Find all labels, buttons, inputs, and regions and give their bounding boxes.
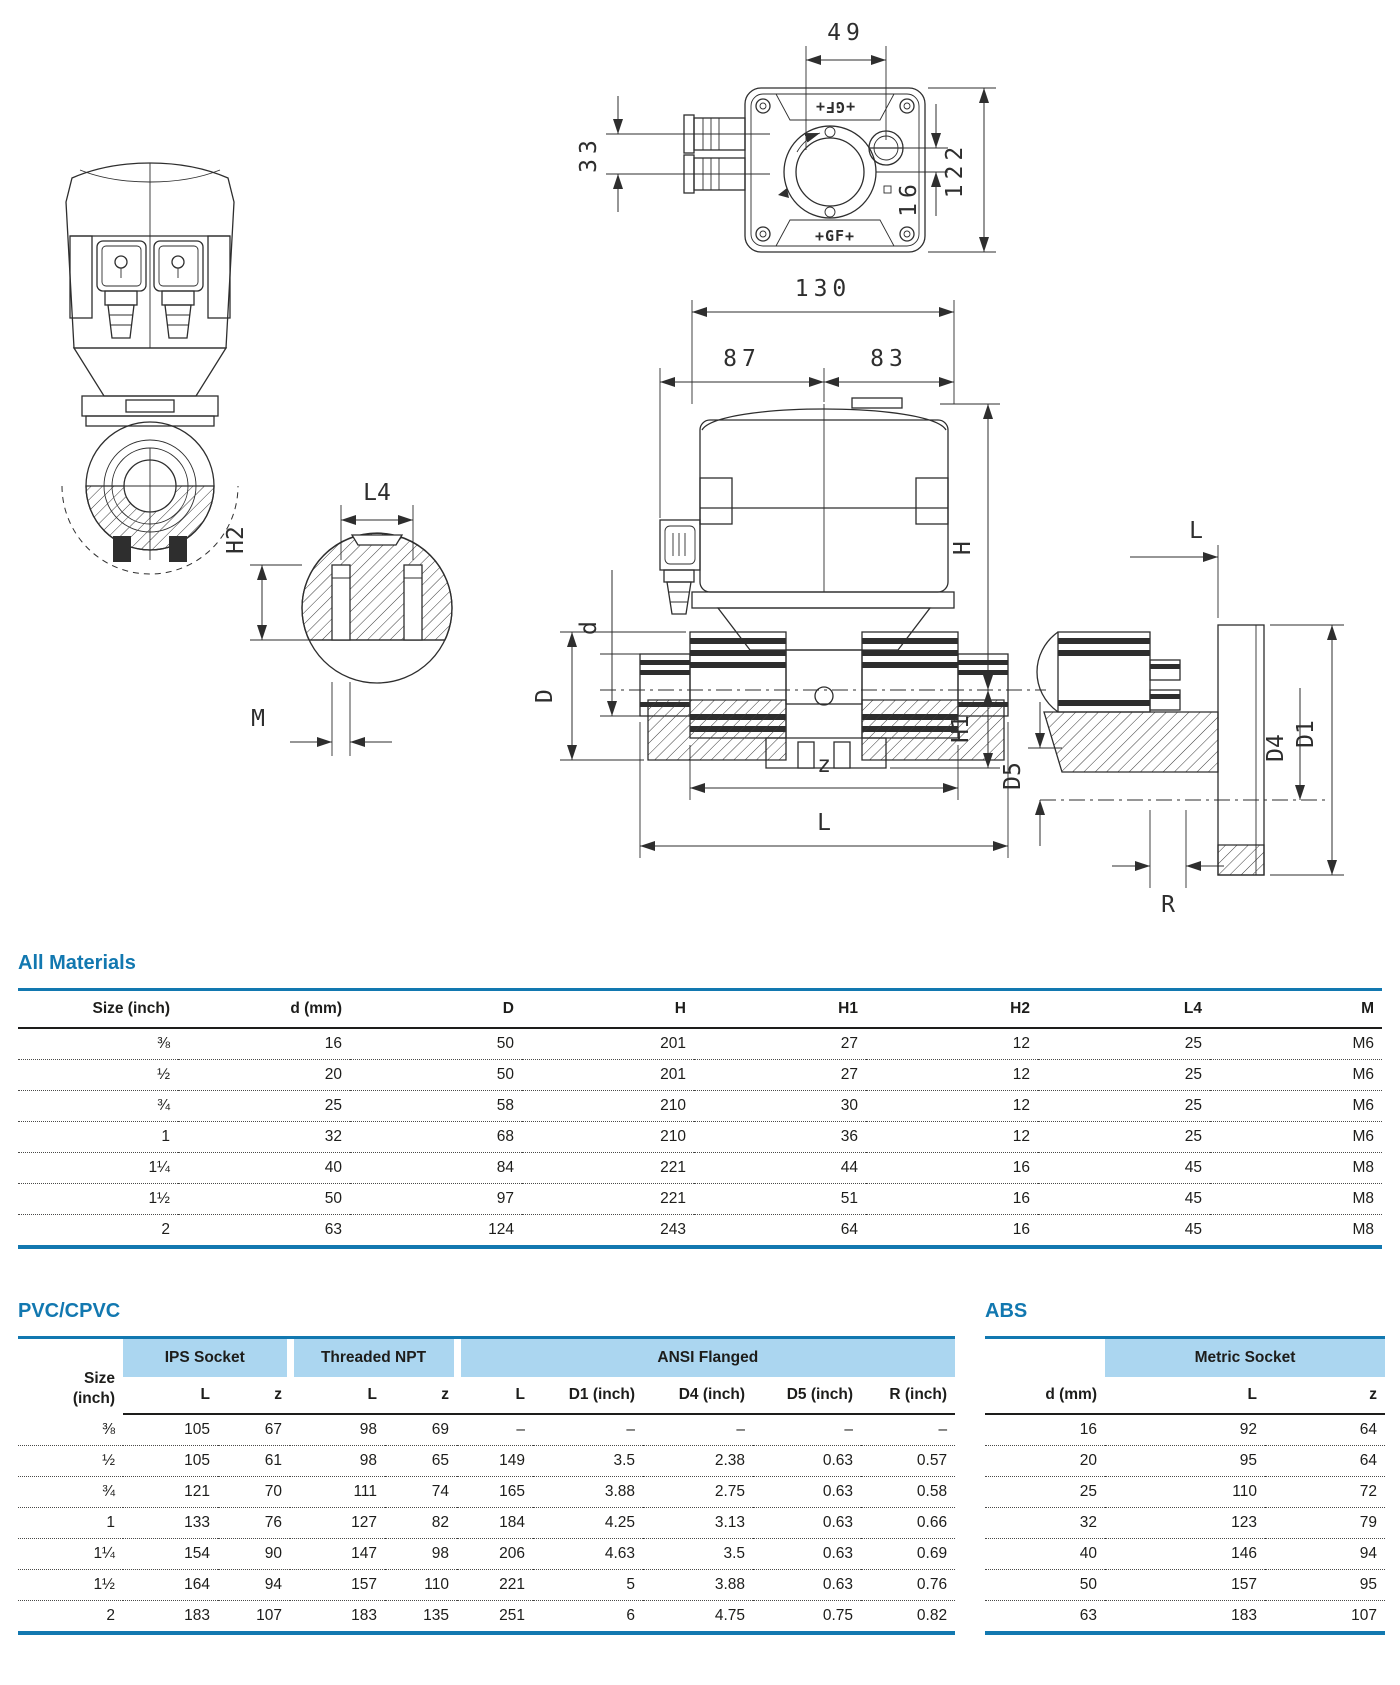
- size-header-line1: Size: [83, 1370, 115, 1388]
- table-cell: 183: [1105, 1601, 1265, 1632]
- table-cell: 79: [1265, 1508, 1385, 1539]
- table-cell: 64: [1265, 1446, 1385, 1477]
- table-cell: 0.76: [861, 1570, 955, 1601]
- column-header: L: [123, 1377, 218, 1414]
- table-cell: 111: [290, 1477, 385, 1508]
- table-cell: 95: [1265, 1570, 1385, 1601]
- table-row: [18, 1091, 1382, 1122]
- table-row: [18, 1539, 955, 1570]
- table-cell: 69: [431, 1421, 450, 1438]
- column-header: L: [290, 1377, 385, 1414]
- section-title-abs: ABS: [985, 1300, 1028, 1322]
- all-materials-table: [18, 988, 1382, 1249]
- gf-logo-top: +GF+: [814, 98, 856, 116]
- table-cell: 64: [694, 1215, 866, 1246]
- table-cell: 183: [290, 1601, 385, 1632]
- top-view-drawing: [576, 20, 996, 252]
- column-header: D: [350, 991, 522, 1028]
- table-cell: 50: [496, 1035, 514, 1052]
- column-header: H: [522, 991, 694, 1028]
- table-cell: –: [938, 1421, 948, 1438]
- abs-header-spacer: [985, 1339, 1105, 1377]
- table-cell: 5: [533, 1570, 643, 1601]
- table-cell: 4.75: [643, 1601, 753, 1632]
- group-header-metric-socket: Metric Socket: [1105, 1339, 1385, 1377]
- table-cell: M6: [1210, 1122, 1382, 1153]
- pvc-subheader-row: [18, 1377, 955, 1414]
- dim-d1-label: D1: [1293, 720, 1319, 748]
- table-cell: 165: [457, 1477, 533, 1508]
- table-row: [18, 1446, 955, 1477]
- table-cell: 12: [866, 1060, 1038, 1091]
- table-row: [18, 1153, 1382, 1184]
- pvc-cpvc-table: [18, 1336, 955, 1635]
- table-cell: 1¼: [18, 1153, 178, 1184]
- table-row: [985, 1477, 1385, 1508]
- table-cell: ¾: [18, 1477, 123, 1508]
- table-row: [18, 1601, 955, 1632]
- table-cell: 65: [385, 1446, 457, 1477]
- table-cell: 45: [1038, 1153, 1210, 1184]
- table-cell: 201: [522, 1060, 694, 1091]
- table-cell: –: [844, 1421, 854, 1438]
- dim-h-label: H: [950, 541, 976, 555]
- table-row: [985, 1601, 1385, 1632]
- detail-view-drawing: [223, 480, 452, 756]
- table-row: [18, 1414, 955, 1446]
- table-row: [18, 1060, 1382, 1091]
- dim-122-label: 122: [942, 141, 968, 199]
- dim-d5-label: D5: [1000, 762, 1026, 790]
- dim-83-label: 83: [870, 346, 908, 372]
- column-header: R (inch): [861, 1377, 955, 1414]
- table-cell: 44: [694, 1153, 866, 1184]
- dim-z-label: z: [817, 752, 831, 778]
- table-cell: 12: [866, 1091, 1038, 1122]
- table-cell: 0.63: [753, 1508, 861, 1539]
- group-header-ansi-flanged: ANSI Flanged: [457, 1339, 955, 1377]
- column-header: H1: [694, 991, 866, 1028]
- table-cell: 36: [694, 1122, 866, 1153]
- table-cell: 121: [123, 1477, 218, 1508]
- table-row: [18, 1122, 1382, 1153]
- column-header: M: [1210, 991, 1382, 1028]
- table-cell: 94: [1265, 1539, 1385, 1570]
- table-cell: 6: [533, 1601, 643, 1632]
- table-row: [18, 1028, 1382, 1060]
- dim-d-label: d: [576, 621, 602, 635]
- table-cell: 164: [123, 1570, 218, 1601]
- table-cell: ⅜: [102, 1420, 115, 1438]
- column-header: d (mm): [985, 1377, 1105, 1414]
- column-header: H2: [866, 991, 1038, 1028]
- table-cell: –: [516, 1421, 526, 1438]
- column-header: L: [457, 1377, 533, 1414]
- dim-L-end-label: L: [1189, 518, 1203, 544]
- table-cell: 0.58: [861, 1477, 955, 1508]
- table-cell: 124: [350, 1215, 522, 1246]
- table-cell: 16: [866, 1215, 1038, 1246]
- table-cell: 84: [350, 1153, 522, 1184]
- dim-L-label: L: [817, 810, 831, 836]
- table-cell: 1: [18, 1508, 123, 1539]
- table-cell: 68: [350, 1122, 522, 1153]
- table-cell: 40: [178, 1153, 350, 1184]
- table-cell: 0.69: [861, 1539, 955, 1570]
- table-cell: 0.63: [753, 1539, 861, 1570]
- table-cell: 25: [1038, 1122, 1210, 1153]
- table-cell: 32: [985, 1508, 1105, 1539]
- table-cell: 147: [290, 1539, 385, 1570]
- table-cell: 63: [178, 1215, 350, 1246]
- table-cell: 0.82: [861, 1601, 955, 1632]
- table-cell: 94: [218, 1570, 290, 1601]
- table-cell: 90: [218, 1539, 290, 1570]
- table-cell: 70: [218, 1477, 290, 1508]
- table-cell: 3.88: [643, 1570, 753, 1601]
- table-cell: –: [626, 1421, 636, 1438]
- table-row: [985, 1539, 1385, 1570]
- table-cell: 72: [1265, 1477, 1385, 1508]
- table-cell: 25: [985, 1477, 1105, 1508]
- table-cell: 58: [350, 1091, 522, 1122]
- dim-16-label: 16: [896, 179, 922, 217]
- dim-130-label: 130: [794, 276, 852, 302]
- table-row: [18, 1570, 955, 1601]
- table-cell: 3.88: [533, 1477, 643, 1508]
- dim-33-label: 33: [576, 135, 602, 173]
- table-cell: 2: [18, 1601, 123, 1632]
- group-header-threaded-npt: Threaded NPT: [290, 1339, 457, 1377]
- table-cell: M8: [1210, 1184, 1382, 1215]
- table-cell: 0.63: [753, 1446, 861, 1477]
- pvc-group-header-row: [18, 1339, 955, 1377]
- dim-h2-label: H2: [223, 526, 249, 554]
- table-cell: 127: [290, 1508, 385, 1539]
- gf-logo-bottom: +GF+: [814, 227, 856, 245]
- table-row: [985, 1446, 1385, 1477]
- table-cell: 107: [218, 1601, 290, 1632]
- table-cell: 32: [178, 1122, 350, 1153]
- table-cell: M8: [1210, 1153, 1382, 1184]
- table-cell: 105: [123, 1446, 218, 1477]
- table-cell: 221: [522, 1153, 694, 1184]
- table-row: [18, 1508, 955, 1539]
- table-cell: 20: [178, 1060, 350, 1091]
- table-cell: 154: [123, 1539, 218, 1570]
- table-cell: 2.38: [643, 1446, 753, 1477]
- table-cell: 50: [178, 1184, 350, 1215]
- table-cell: 16: [866, 1153, 1038, 1184]
- table-cell: 20: [985, 1446, 1105, 1477]
- column-header: D5 (inch): [753, 1377, 861, 1414]
- table-cell: 50: [985, 1570, 1105, 1601]
- table-cell: 98: [359, 1421, 377, 1438]
- table-cell: 30: [694, 1091, 866, 1122]
- table-cell: 16: [324, 1035, 342, 1052]
- table-cell: ¾: [18, 1091, 178, 1122]
- table-cell: 16: [866, 1184, 1038, 1215]
- table-cell: 1½: [18, 1570, 123, 1601]
- table-cell: 64: [1359, 1421, 1378, 1438]
- abs-table: [985, 1336, 1385, 1635]
- size-header-line2: (inch): [72, 1389, 115, 1407]
- table-cell: M6: [1210, 1091, 1382, 1122]
- table-cell: 201: [660, 1035, 686, 1052]
- column-header: D1 (inch): [533, 1377, 643, 1414]
- table-row: [18, 1215, 1382, 1246]
- table-cell: 74: [385, 1477, 457, 1508]
- table-cell: 98: [385, 1539, 457, 1570]
- table-cell: 1: [18, 1122, 178, 1153]
- table-cell: 221: [457, 1570, 533, 1601]
- table-cell: 61: [218, 1446, 290, 1477]
- front-view-drawing: [62, 163, 238, 574]
- side-view-drawing: [532, 276, 1046, 858]
- table-cell: 4.25: [533, 1508, 643, 1539]
- table-cell: 123: [1105, 1508, 1265, 1539]
- table-cell: –: [736, 1421, 746, 1438]
- table-cell: 25: [1038, 1091, 1210, 1122]
- table-cell: 97: [350, 1184, 522, 1215]
- table-cell: 206: [457, 1539, 533, 1570]
- table-cell: 251: [457, 1601, 533, 1632]
- table-cell: 51: [694, 1184, 866, 1215]
- size-column-header: [18, 1339, 123, 1414]
- column-header: z: [385, 1377, 457, 1414]
- table-cell: 0.63: [753, 1570, 861, 1601]
- table-cell: 92: [1239, 1421, 1257, 1438]
- table-cell: 110: [385, 1570, 457, 1601]
- abs-group-header-row: [985, 1339, 1385, 1377]
- table-cell: 3.5: [533, 1446, 643, 1477]
- table-cell: ½: [18, 1060, 178, 1091]
- table-cell: 210: [522, 1091, 694, 1122]
- table-cell: 1½: [18, 1184, 178, 1215]
- column-header: z: [1265, 1377, 1385, 1414]
- table-cell: 45: [1038, 1184, 1210, 1215]
- table-cell: 45: [1038, 1215, 1210, 1246]
- table-cell: ⅜: [157, 1035, 170, 1052]
- table-cell: 0.63: [753, 1477, 861, 1508]
- table-row: [18, 1477, 955, 1508]
- table-cell: 243: [522, 1215, 694, 1246]
- table-cell: 95: [1105, 1446, 1265, 1477]
- table-cell: 2.75: [643, 1477, 753, 1508]
- table-cell: 0.57: [861, 1446, 955, 1477]
- table-cell: 0.75: [753, 1601, 861, 1632]
- dim-49-label: 49: [827, 20, 865, 46]
- table-cell: 40: [985, 1539, 1105, 1570]
- table-cell: 3.5: [643, 1539, 753, 1570]
- column-header: L4: [1038, 991, 1210, 1028]
- table-cell: 12: [1012, 1035, 1030, 1052]
- dim-m-label: M: [251, 706, 265, 732]
- group-header-ips-socket: IPS Socket: [123, 1339, 290, 1377]
- table-cell: M8: [1210, 1215, 1382, 1246]
- table-cell: 184: [457, 1508, 533, 1539]
- dim-l4-label: L4: [363, 480, 391, 506]
- section-title-all-materials: All Materials: [18, 952, 136, 974]
- dim-d4-label: D4: [1263, 734, 1289, 762]
- table-cell: 107: [1265, 1601, 1385, 1632]
- table-cell: 82: [385, 1508, 457, 1539]
- table-cell: 221: [522, 1184, 694, 1215]
- table-cell: M6: [1352, 1035, 1374, 1052]
- dim-D-label: D: [532, 689, 558, 703]
- table-cell: 27: [840, 1035, 858, 1052]
- column-header: D4 (inch): [643, 1377, 753, 1414]
- table-row: [985, 1414, 1385, 1446]
- table-cell: 146: [1105, 1539, 1265, 1570]
- table-row: [985, 1570, 1385, 1601]
- table-cell: 183: [123, 1601, 218, 1632]
- table-cell: 133: [123, 1508, 218, 1539]
- table-cell: 12: [866, 1122, 1038, 1153]
- table-cell: 110: [1105, 1477, 1265, 1508]
- table-cell: 67: [264, 1421, 282, 1438]
- table-cell: 3.13: [643, 1508, 753, 1539]
- column-header: d (mm): [178, 991, 350, 1028]
- table-cell: 16: [1079, 1421, 1097, 1438]
- table-cell: 0.66: [861, 1508, 955, 1539]
- table-cell: 157: [1105, 1570, 1265, 1601]
- table-cell: 210: [522, 1122, 694, 1153]
- table-cell: 157: [290, 1570, 385, 1601]
- column-header: L: [1105, 1377, 1265, 1414]
- dim-r-label: R: [1161, 892, 1175, 918]
- table-cell: 76: [218, 1508, 290, 1539]
- end-view-drawing: [1000, 518, 1344, 918]
- table-cell: 1¼: [18, 1539, 123, 1570]
- table-row: [985, 1508, 1385, 1539]
- dim-h1-label: H1: [948, 715, 974, 743]
- table-cell: 63: [985, 1601, 1105, 1632]
- table-cell: 4.63: [533, 1539, 643, 1570]
- table-cell: 25: [1184, 1035, 1202, 1052]
- column-header: Size (inch): [18, 991, 178, 1028]
- table-cell: 135: [385, 1601, 457, 1632]
- all-materials-header-row: [18, 991, 1382, 1028]
- table-cell: 105: [184, 1421, 210, 1438]
- table-cell: 25: [178, 1091, 350, 1122]
- table-cell: 2: [18, 1215, 178, 1246]
- section-title-pvc-cpvc: PVC/CPVC: [18, 1300, 121, 1322]
- abs-subheader-row: [985, 1377, 1385, 1414]
- table-cell: 27: [694, 1060, 866, 1091]
- table-cell: 149: [457, 1446, 533, 1477]
- table-cell: M6: [1210, 1060, 1382, 1091]
- table-cell: 98: [290, 1446, 385, 1477]
- table-cell: ½: [18, 1446, 123, 1477]
- column-header: z: [218, 1377, 290, 1414]
- table-cell: 25: [1038, 1060, 1210, 1091]
- dim-87-label: 87: [723, 346, 761, 372]
- table-cell: 50: [350, 1060, 522, 1091]
- table-row: [18, 1184, 1382, 1215]
